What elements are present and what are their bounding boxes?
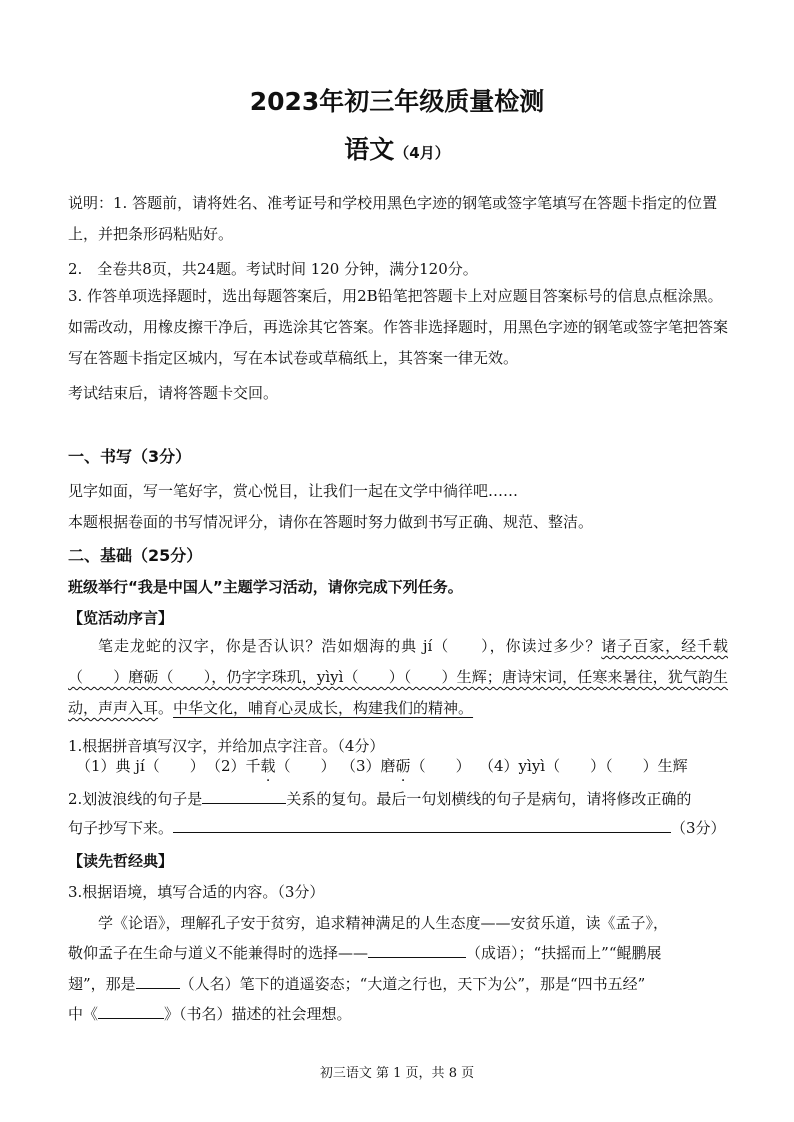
q1-item-3-blank: （ ）	[410, 757, 471, 775]
q1-item-3-prefix: （3）磨	[341, 757, 396, 775]
q2-blank-relation[interactable]	[202, 789, 286, 804]
passage-intro: 笔走龙蛇的汉字，你是否认识？浩如烟海的典 jí（ ），你读过多少？	[98, 637, 602, 655]
q1-item-4: （4）yìyì（ ）（ ）生辉	[479, 757, 688, 775]
question-1-stem: 1.根据拼音填写汉字，并给加点字注音。（4分）	[68, 737, 385, 755]
subject-title	[0, 130, 794, 166]
section-writing-heading: 一、书写（3分）	[68, 447, 192, 466]
q3-line-4-a: 中《	[68, 1005, 99, 1023]
exam-title: 2023年初三年级质量检测	[249, 87, 545, 116]
instruction-4: 考试结束后，请将答题卡交回。	[68, 384, 279, 402]
passage-wavy-sentence: 诸子百家，经千载（ ）磨砺（ ），仍字字珠玑，yìyì（ ）（ ）生辉；唐诗宋词，任寒来暑往，犹气韵生动，声声入耳	[68, 637, 728, 717]
passage-underlined-sentence: 中华文化，哺育心灵成长，构建我们的精神。	[173, 699, 474, 717]
writing-line-2: 本题根据卷面的书写情况评分，请你在答题时努力做到书写正确、规范、整洁。	[68, 513, 594, 531]
passage-period: 。	[158, 699, 174, 717]
subsection-classics: 【读先哲经典】	[68, 852, 174, 870]
q1-item-2-blank: （ ）	[275, 757, 336, 775]
q3-blank-book[interactable]	[98, 1004, 164, 1019]
question-3-stem: 3.根据语境，填写合适的内容。（3分）	[68, 883, 325, 901]
instruction-2: 2. 全卷共8页，共24题。考试时间 120 分钟，满分120分。	[68, 260, 478, 278]
section-basics-heading: 二、基础（25分）	[68, 546, 203, 565]
question-2-line-1	[68, 788, 728, 809]
subject-name: 语文	[344, 135, 395, 164]
question-2-line-2	[68, 817, 728, 838]
q1-item-1: （1）典 jí（ ）	[76, 757, 205, 775]
q3-blank-person[interactable]	[136, 974, 180, 989]
q2-text-a: 2.划波浪线的句子是	[68, 790, 203, 808]
q2-score: （3分）	[671, 819, 726, 837]
preface-passage	[68, 631, 728, 724]
q3-line-4-b: 》（书名）描述的社会理想。	[164, 1005, 352, 1023]
q1-item-3-dotted-char: 砺	[395, 757, 411, 775]
activity-task: 班级举行“我是中国人”主题学习活动，请你完成下列任务。	[68, 578, 463, 596]
q3-line-2-b: （成语）；“扶摇而上”“鲲鹏展	[466, 944, 662, 962]
q3-blank-idiom[interactable]	[368, 943, 466, 958]
exam-month: （4月）	[394, 144, 450, 162]
q3-line-4	[68, 1003, 728, 1024]
q3-line-3-b: （人名）笔下的逍遥姿态；“大道之行也，天下为公”，那是“四书五经”	[179, 975, 646, 993]
writing-line-1: 见字如面，写一笔好字，赏心悦目，让我们一起在文学中徜徉吧……	[68, 482, 519, 500]
q2-text-c: 句子抄写下来。	[68, 819, 174, 837]
q3-line-2-a: 敬仰孟子在生命与道义不能兼得时的选择——	[68, 944, 369, 962]
q2-text-b: 关系的复句。最后一句划横线的句子是病句，请将修改正确的	[286, 790, 692, 808]
question-1-items	[76, 755, 736, 776]
q2-blank-answer[interactable]	[173, 818, 671, 833]
q3-line-1: 学《论语》，理解孔子安于贫穷，追求精神满足的人生态度——安贫乐道，读《孟子》，	[98, 914, 669, 932]
q1-item-3	[341, 755, 479, 776]
page-footer: 初三语文 第 1 页，共 8 页	[319, 1066, 475, 1081]
q1-item-2	[206, 755, 341, 776]
q1-item-2-dotted-char: 载	[260, 757, 276, 775]
instruction-1: 说明：1. 答题前，请将姓名、准考证号和学校用黑色字迹的钢笔或签字笔填写在答题卡指定的位置上，并把条形码粘贴好。	[68, 194, 718, 243]
q3-line-2	[68, 942, 728, 963]
instruction-3: 3. 作答单项选择题时，选出每题答案后，用2B铅笔把答题卡上对应题目答案标号的信息点框涂黑。如需改动，用橡皮擦干净后，再选涂其它答案。作答非选择题时，用黑色字迹的钢笔或签字笔把答案写在答题卡指定区城内，写在本试卷或草稿纸上，其答案一律无效。	[68, 287, 729, 367]
q1-item-2-prefix: （2）千	[206, 757, 261, 775]
q3-line-3	[68, 973, 728, 994]
q3-line-3-a: 翅”，那是	[68, 975, 136, 993]
subsection-preface: 【览活动序言】	[68, 609, 174, 627]
